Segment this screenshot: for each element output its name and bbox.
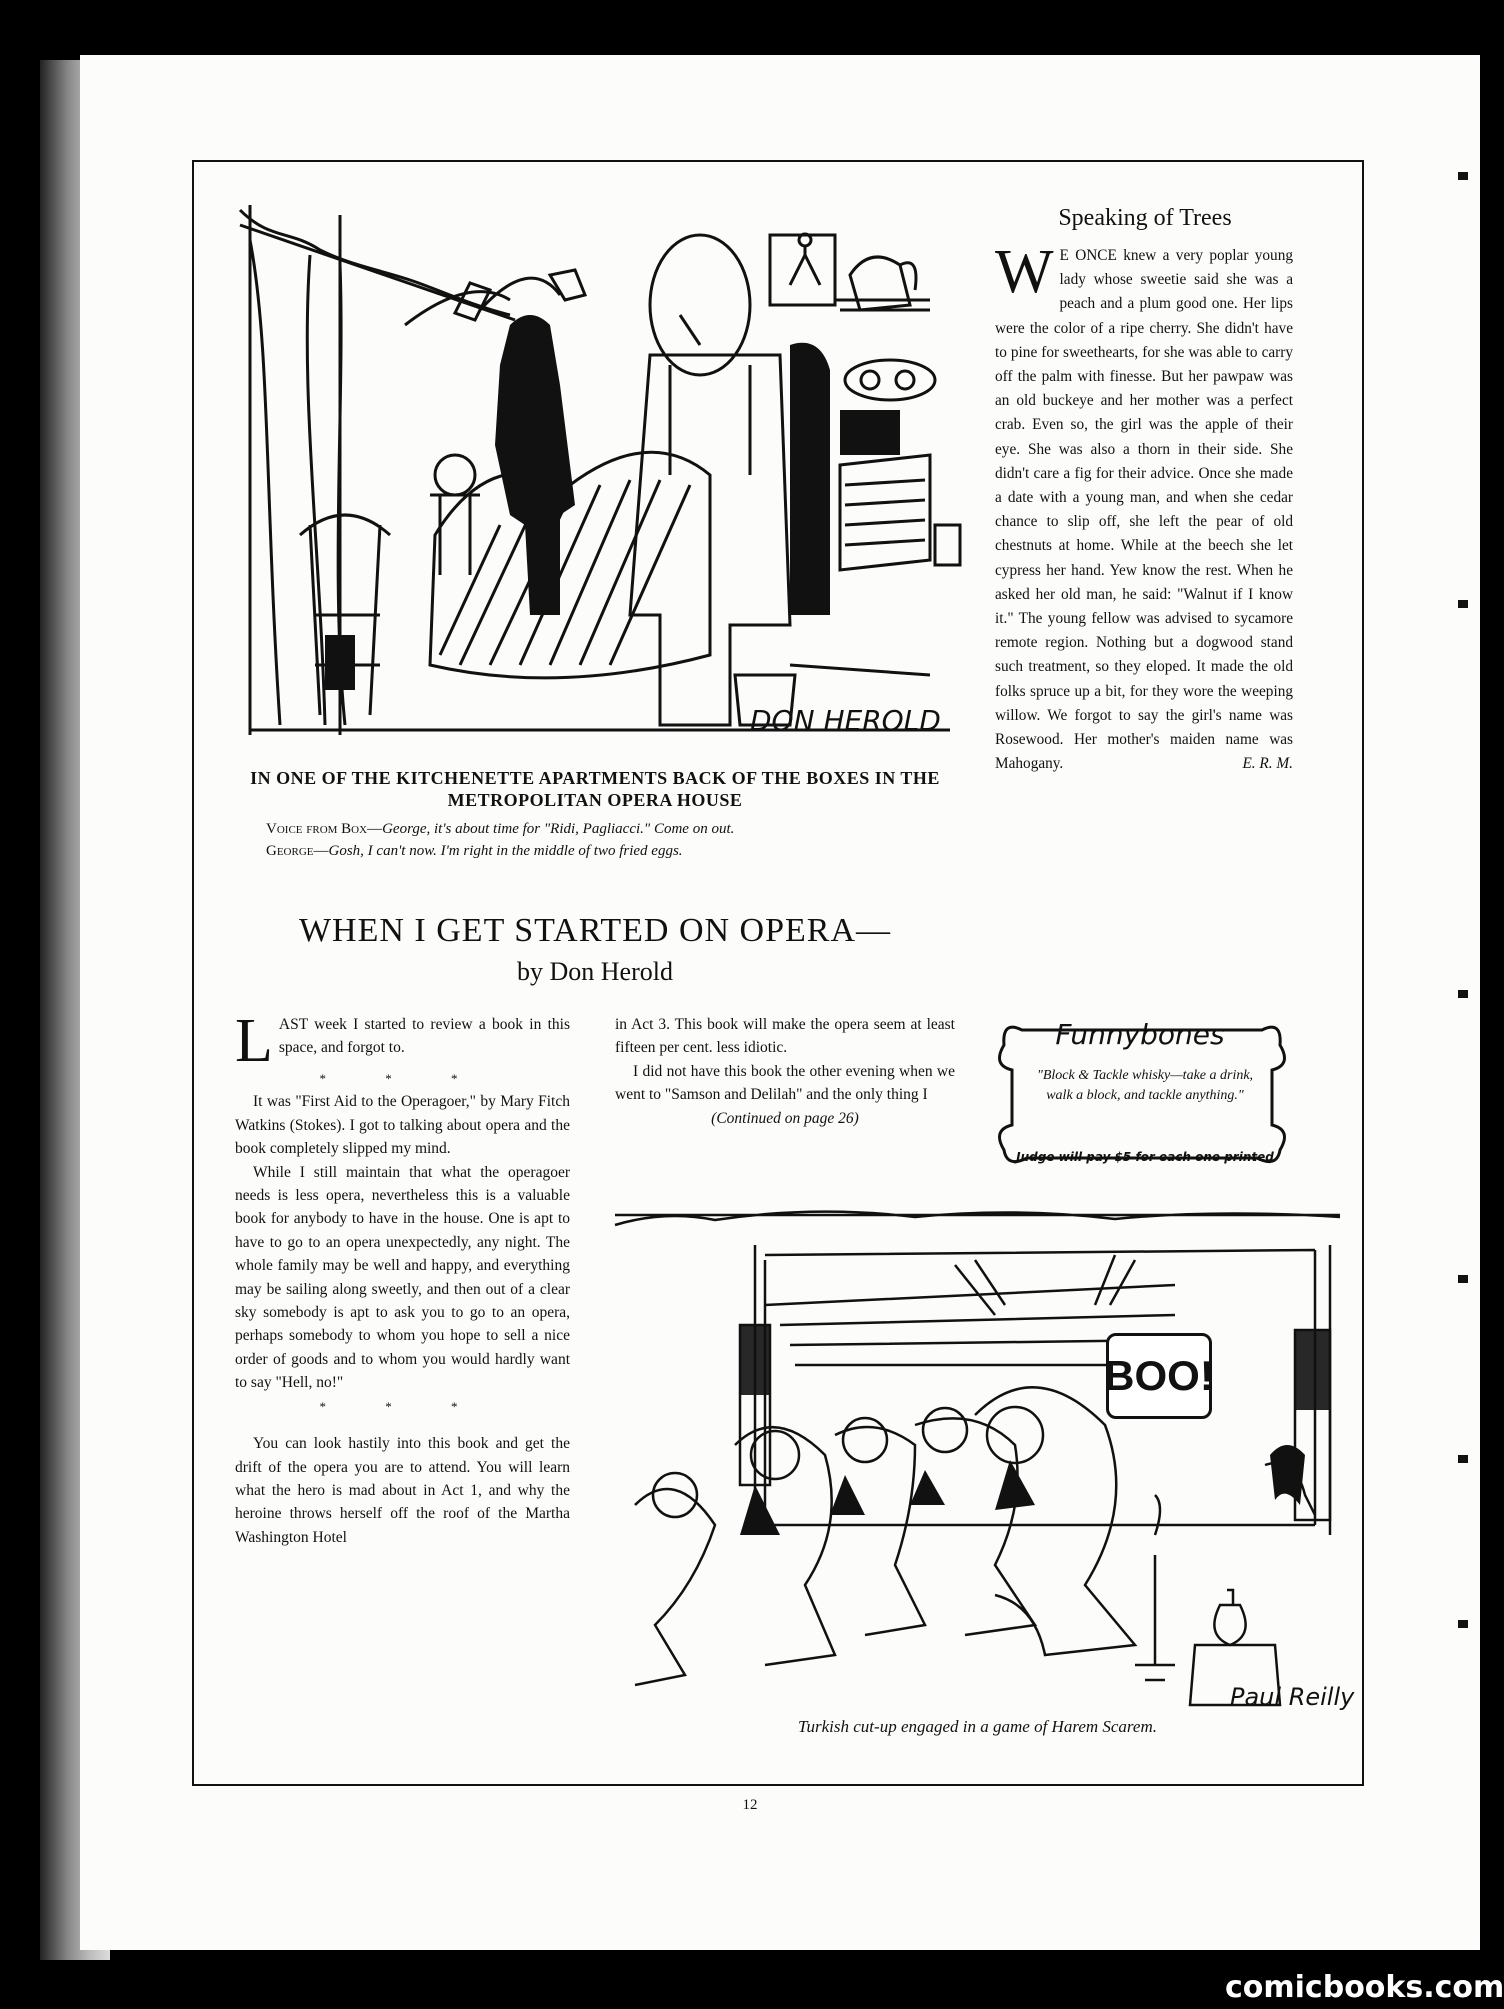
harem-cartoon xyxy=(615,1205,1355,1720)
trees-dropcap: W xyxy=(995,238,1054,306)
section-stars: * * * xyxy=(319,1398,486,1414)
article-byline: by Don Herold xyxy=(517,957,673,986)
article-p6: I did not have this book the other evening when we went to "Samson and Delilah" and the only thing I xyxy=(615,1062,955,1104)
funnybones-quote: "Block & Tackle whisky—take a drink, walk a block, and tackle anything." xyxy=(1036,1068,1254,1103)
funnybones-title: Funnybones xyxy=(1055,1018,1225,1051)
article-p4: You can look hastily into this book and get the drift of the opera you are to attend. You will learn what the hero is mad about in Act 1, and why the heroine throws herself off the roof of the Martha Washington Hotel xyxy=(235,1435,570,1546)
page-edge-mark xyxy=(1458,600,1468,608)
article-dropcap: L xyxy=(235,1007,273,1075)
continued-note: (Continued on page 26) xyxy=(711,1109,859,1127)
page-number: 12 xyxy=(742,1797,758,1813)
cartoon1-signature: DON HEROLD xyxy=(750,704,941,737)
cartoon1-caption: IN ONE OF THE KITCHENETTE APARTMENTS BACK OF THE BOXES IN THE METROPOLITAN OPERA HOUSE xyxy=(250,768,940,810)
page-edge-mark xyxy=(1458,1275,1468,1283)
page-edge-mark xyxy=(1458,990,1468,998)
funnybones-note: Judge will pay $5 for each one printed xyxy=(1016,1150,1274,1164)
article-p5: in Act 3. This book will make the opera seem at least fifteen per cent. less idiotic. xyxy=(615,1016,955,1057)
section-stars: * * * xyxy=(319,1071,486,1086)
article-headline: WHEN I GET STARTED ON OPERA— xyxy=(298,912,892,949)
article-p2: It was "First Aid to the Operagoer," by Mary Fitch Watkins (Stokes). I got to talking about opera and the book completely slipped my mind. xyxy=(235,1093,570,1158)
trees-body: E ONCE knew a very poplar young lady whose sweetie said she was a peach and a plum good one. Her lips were the color of a ripe cherry. She didn't have to pine for sweethearts, for she was able to carry off the palm with finesse. But her pawpaw was an old buckeye and her mother was a perfect crab. Even so, the girl was the apple of their eye. She was also a thorn in their side. She didn't care a fig for their advice. Once she made a date with a young man, and when she cedar chance to slip off, she left the pear of old chestnuts at home. While at the beech she let cypress her hand. Yew know the rest. When he asked her old man, he said: "Walnut if I know it." The young fellow was advised to sycamore remote region. Nothing but a dogwood stand such treatment, so they eloped. It made the old folks spruce up a bit, for they wore the weeping willow. We forgot to say the girl's name was Rosewood. Her mother's maiden name was Mahogany. xyxy=(995,247,1293,773)
dialog-line-george: Gosh, I can't now. I'm right in the middle of two fried eggs. xyxy=(328,843,683,859)
page-edge-mark xyxy=(1458,1455,1468,1463)
dialog-speaker-voice: Voice from Box— xyxy=(266,821,383,837)
watermark-text: comicbooks.com xyxy=(1225,1970,1504,2005)
page-edge-mark xyxy=(1458,1620,1468,1628)
trees-initials: E. R. M. xyxy=(1242,755,1293,773)
article-p1: AST week I started to review a book in this space, and forgot to. xyxy=(278,1016,570,1057)
kitchenette-cartoon xyxy=(230,195,970,745)
boo-speech-bubble: BOO! xyxy=(1106,1333,1212,1419)
trees-article xyxy=(995,238,1293,777)
dialog-line-voice: George, it's about time for "Ridi, Pagliacci." Come on out. xyxy=(382,821,735,837)
trees-title: Speaking of Trees xyxy=(1058,205,1232,231)
cartoon2-caption: Turkish cut-up engaged in a game of Harem Scarem. xyxy=(798,1717,1157,1736)
cartoon1-dialog xyxy=(230,818,958,862)
cartoon2-signature: Paul Reilly xyxy=(1230,1683,1355,1711)
article-column-1 xyxy=(235,1007,570,1549)
dialog-speaker-george: George— xyxy=(266,843,329,859)
article-p3: While I still maintain that what the operagoer needs is less opera, nevertheless this is a valuable book for anybody to have in the house. One is apt to have to go to an opera unexpectedly, any night. The whole family may be well and happy, and everything may be sailing along sweetly, and then out of a clear sky somebody is apt to ask you to go to an opera, perhaps somebody to whom you hope to sell a nice order of goods and to whom you would hardly want to say "Hell, no!" xyxy=(235,1163,570,1392)
article-column-2 xyxy=(615,1013,955,1130)
page-edge-mark xyxy=(1458,172,1468,180)
